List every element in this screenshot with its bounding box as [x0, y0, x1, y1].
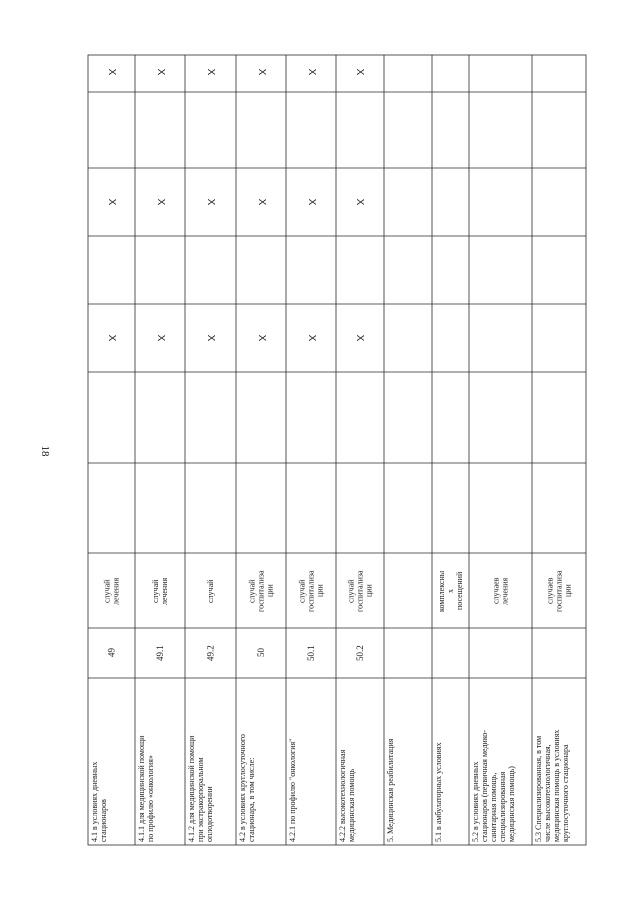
x-mark: X [306, 198, 317, 206]
row-code [471, 630, 530, 676]
row-unit: комплексны х посещений [437, 570, 464, 612]
row-label: 5.3 Специализированная, в том числе высокотехнологичная, медицинская помощь в условиях круглосуточного стационара [534, 729, 570, 842]
row-label: 4.1 в условиях дневных стационаров [90, 761, 108, 842]
row-code [386, 630, 430, 676]
row-unit: случай госпитализа ции [247, 570, 275, 612]
x-mark: X [205, 334, 216, 342]
x-mark: X [354, 68, 365, 76]
row-label: 5.1 в амбулаторных условиях [434, 742, 443, 842]
row-code [434, 630, 467, 676]
row-code: 50.1 [306, 645, 316, 661]
row-code: 50.2 [355, 645, 365, 661]
x-mark: X [354, 198, 365, 206]
page-number: 18 [39, 445, 51, 457]
x-mark: X [256, 68, 267, 76]
row-unit [386, 556, 430, 626]
row-unit: случай лечения [102, 577, 121, 605]
row-label: 5. Медицинская реабилитация [386, 738, 395, 842]
x-mark: X [306, 68, 317, 76]
x-mark: X [106, 68, 117, 76]
x-mark: X [306, 334, 317, 342]
row-unit: случаев госпитализа ции [545, 570, 573, 612]
x-mark: X [256, 334, 267, 342]
x-mark: X [205, 68, 216, 76]
row-unit: случай [206, 579, 215, 603]
row-label: 4.1.1 для медицинской помощи по профилю «онкология» [137, 735, 155, 842]
x-mark: X [155, 334, 166, 342]
row-code: 50 [256, 648, 266, 658]
x-mark: X [155, 68, 166, 76]
x-mark: X [155, 198, 166, 206]
x-mark: X [106, 198, 117, 206]
x-mark: X [354, 334, 365, 342]
row-unit: случаев лечения [491, 577, 510, 605]
row-unit: случай лечения [151, 577, 169, 605]
row-code [534, 630, 584, 676]
row-label: 4.2.1 по профилю "онкология" [288, 738, 297, 842]
row-unit: случай госпитализа ции [297, 570, 325, 612]
row-code: 49.2 [205, 645, 216, 661]
row-code: 49.1 [155, 645, 165, 661]
row-unit: случай госпитализа ции [346, 570, 374, 612]
x-mark: X [256, 198, 267, 206]
row-label: 4.1.2 для медицинской помощи при экстракорпоральном оплодотворении [187, 735, 214, 842]
row-label: 5.2 в условиях дневных стационаров (первичная медико- санитарная помощь, специализированная медицинская помощь) [471, 730, 516, 842]
row-code: 49 [106, 648, 117, 658]
row-label: 4.2.2 высокотехнологичная медицинская помощь [338, 749, 356, 842]
x-mark: X [205, 198, 216, 206]
row-label: 4.2 в условиях круглосуточного стационара, в том числе: [238, 734, 256, 842]
x-mark: X [106, 334, 117, 342]
